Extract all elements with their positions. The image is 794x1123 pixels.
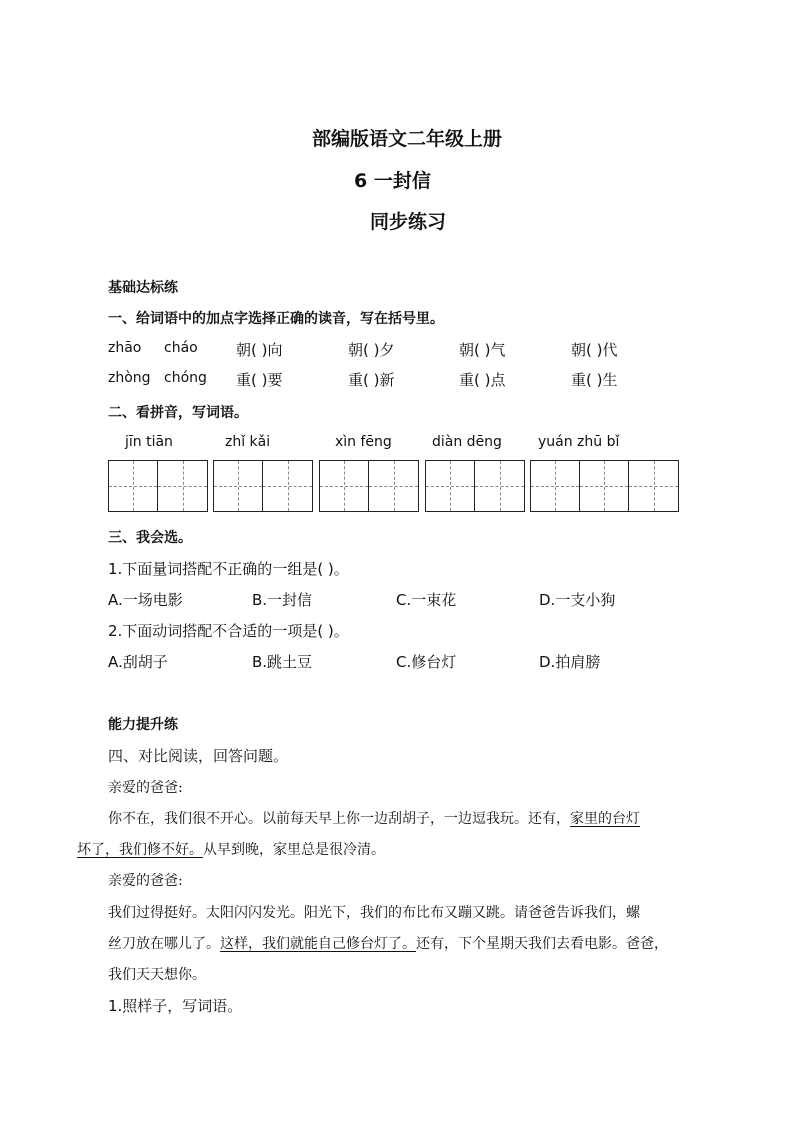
grid-cell[interactable] (158, 461, 207, 511)
q3-title: 三、我会选。 (108, 530, 192, 546)
grid-cell[interactable] (426, 461, 475, 511)
lesson-title: 6 一封信 (354, 170, 431, 192)
q1-r2-item-3: 重( )点 (459, 371, 506, 389)
grid-cell[interactable] (531, 461, 580, 511)
letter1-line1-underlined: 家里的台灯 (570, 811, 640, 827)
q1-r1-item-1: 朝( )向 (236, 341, 283, 359)
letter1-line2-underlined: 坏了，我们修不好。 (77, 842, 203, 858)
grid-cell[interactable] (320, 461, 369, 511)
letter2-line2-text-b: 还有，下个星期天我们去看电影。爸爸， (416, 936, 668, 952)
writing-grid-2[interactable] (213, 460, 313, 512)
q1-r2-item-1: 重( )要 (236, 371, 283, 389)
q3-s2-option-a[interactable]: A.刮胡子 (108, 653, 168, 671)
grid-cell[interactable] (263, 461, 312, 511)
q4-sub1: 1.照样子，写词语。 (108, 997, 243, 1015)
q1-r2-item-2: 重( )新 (348, 371, 395, 389)
grid-cell[interactable] (475, 461, 524, 511)
section-ability-heading: 能力提升练 (108, 717, 178, 733)
q3-s2-option-d[interactable]: D.拍肩膀 (539, 653, 601, 671)
q1-r2-pinyin-1: zhòng (108, 370, 151, 386)
writing-grid-1[interactable] (108, 460, 208, 512)
letter2-line2 (108, 933, 668, 953)
letter2-line2-underlined: 这样，我们就能自己修台灯了。 (220, 936, 416, 952)
letter2-line2-text-a: 丝刀放在哪儿了。 (108, 936, 220, 952)
letter1-line1 (108, 808, 640, 828)
grid-cell[interactable] (629, 461, 678, 511)
q1-r1-pinyin-2: cháo (164, 340, 198, 356)
q2-pinyin-3: xìn fēng (335, 434, 392, 450)
q1-title: 一、给词语中的加点字选择正确的读音，写在括号里。 (108, 311, 444, 327)
letter2-greeting: 亲爱的爸爸: (108, 873, 183, 889)
writing-grid-3[interactable] (319, 460, 419, 512)
page-subtitle: 同步练习 (370, 211, 447, 233)
letter1-line2 (77, 839, 385, 859)
q2-pinyin-2: zhǐ kǎi (225, 434, 271, 450)
q3-s2-option-b[interactable]: B.跳土豆 (252, 653, 313, 671)
q3-s1-option-d[interactable]: D.一支小狗 (539, 591, 616, 609)
page-title: 部编版语文二年级上册 (312, 128, 503, 150)
q1-r1-item-3: 朝( )气 (459, 341, 506, 359)
q1-r2-item-4: 重( )生 (571, 371, 618, 389)
letter1-line2-text: 从早到晚，家里总是很冷清。 (203, 842, 385, 858)
writing-grid-5[interactable] (530, 460, 679, 512)
q1-r1-item-2: 朝( )夕 (348, 341, 395, 359)
grid-cell[interactable] (580, 461, 629, 511)
q1-r1-pinyin-1: zhāo (108, 340, 142, 356)
q3-s1-option-a[interactable]: A.一场电影 (108, 591, 183, 609)
q3-s1-option-c[interactable]: C.一束花 (396, 591, 457, 609)
q1-r2-pinyin-2: chóng (164, 370, 207, 386)
letter1-line1-text: 你不在，我们很不开心。以前每天早上你一边刮胡子，一边逗我玩。还有， (108, 811, 570, 827)
grid-cell[interactable] (214, 461, 263, 511)
q2-title: 二、看拼音，写词语。 (108, 405, 248, 421)
grid-cell[interactable] (109, 461, 158, 511)
q2-pinyin-4: diàn dēng (432, 434, 502, 450)
q2-pinyin-5: yuán zhū bǐ (538, 434, 620, 450)
q3-s2-option-c[interactable]: C.修台灯 (396, 653, 457, 671)
section-basic-heading: 基础达标练 (108, 280, 178, 296)
letter2-line3: 我们天天想你。 (108, 967, 206, 983)
letter2-line1: 我们过得挺好。太阳闪闪发光。阳光下，我们的布比布又蹦又跳。请爸爸告诉我们，螺 (108, 905, 640, 921)
q3-s1-option-b[interactable]: B.一封信 (252, 591, 313, 609)
q2-pinyin-1: jīn tiān (125, 434, 173, 450)
grid-cell[interactable] (369, 461, 418, 511)
q4-title: 四、对比阅读，回答问题。 (108, 747, 289, 765)
q3-s1-question: 1.下面量词搭配不正确的一组是( )。 (108, 560, 349, 578)
q1-r1-item-4: 朝( )代 (571, 341, 618, 359)
letter1-greeting: 亲爱的爸爸: (108, 780, 183, 796)
writing-grid-4[interactable] (425, 460, 525, 512)
q3-s2-question: 2.下面动词搭配不合适的一项是( )。 (108, 622, 349, 640)
